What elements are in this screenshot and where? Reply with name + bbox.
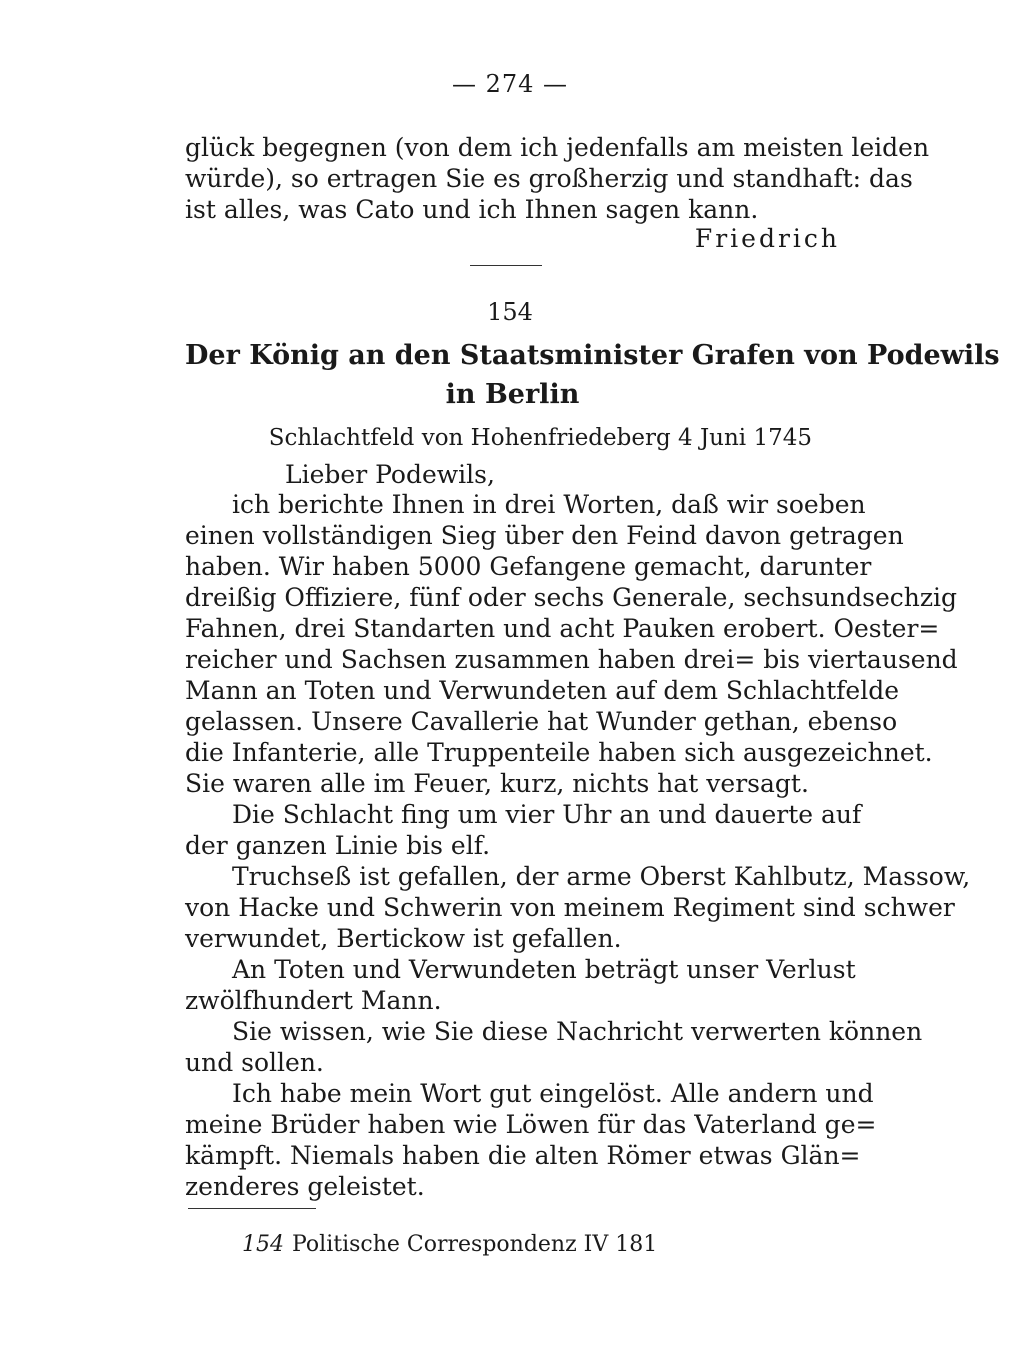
body-line: zenderes geleistet.	[185, 1172, 425, 1201]
body-line: kämpft. Niemals haben die alten Römer etwas Glän=	[185, 1141, 861, 1170]
letter-number: 154	[487, 298, 533, 326]
carryover-line: würde), so ertragen Sie es großherzig und standhaft: das	[185, 164, 913, 193]
body-line: Sie waren alle im Feuer, kurz, nichts hat versagt.	[185, 769, 809, 798]
letter-title-continued: in Berlin	[445, 379, 580, 410]
footnote-divider	[188, 1208, 316, 1209]
body-line: ich berichte Ihnen in drei Worten, daß wir soeben	[232, 490, 866, 519]
dateline: Schlachtfeld von Hohenfriedeberg 4 Juni 1745	[268, 425, 812, 451]
signature: Friedrich	[694, 224, 840, 253]
body-line: Fahnen, drei Standarten und acht Pauken erobert. Oester=	[185, 614, 940, 643]
body-line: gelassen. Unsere Cavallerie hat Wunder gethan, ebenso	[185, 707, 898, 736]
body-line: reicher und Sachsen zusammen haben drei= bis viertausend	[185, 645, 958, 674]
section-divider	[470, 265, 542, 266]
body-line: der ganzen Linie bis elf.	[185, 831, 491, 860]
body-line: Sie wissen, wie Sie diese Nachricht verwerten können	[232, 1017, 923, 1046]
letter-title: Der König an den Staatsminister Grafen von Podewils	[185, 340, 1000, 371]
body-line: haben. Wir haben 5000 Gefangene gemacht, darunter	[185, 552, 872, 581]
footnote-text: Politische Correspondenz IV 181	[292, 1232, 658, 1257]
footnote-number: 154	[242, 1232, 284, 1257]
body-line: einen vollständigen Sieg über den Feind davon getragen	[185, 521, 904, 550]
carryover-line: glück begegnen (von dem ich jedenfalls am meisten leiden	[185, 133, 930, 162]
body-line: und sollen.	[185, 1048, 324, 1077]
body-line: von Hacke und Schwerin von meinem Regiment sind schwer	[185, 893, 955, 922]
page-number: — 274 —	[451, 70, 569, 98]
body-line: Die Schlacht fing um vier Uhr an und dauerte auf	[232, 800, 862, 829]
body-line: Truchseß ist gefallen, der arme Oberst Kahlbutz, Massow,	[232, 862, 971, 891]
body-line: verwundet, Bertickow ist gefallen.	[185, 924, 622, 953]
body-line: Ich habe mein Wort gut eingelöst. Alle andern und	[232, 1079, 874, 1108]
body-line: An Toten und Verwundeten beträgt unser Verlust	[232, 955, 856, 984]
footnote	[242, 1232, 657, 1257]
body-line: dreißig Offiziere, fünf oder sechs Generale, sechsundsechzig	[185, 583, 958, 612]
salutation: Lieber Podewils,	[285, 460, 495, 489]
carryover-line: ist alles, was Cato und ich Ihnen sagen kann.	[185, 195, 759, 224]
body-line: Mann an Toten und Verwundeten auf dem Schlachtfelde	[185, 676, 900, 705]
body-line: die Infanterie, alle Truppenteile haben sich ausgezeichnet.	[185, 738, 933, 767]
body-line: meine Brüder haben wie Löwen für das Vaterland ge=	[185, 1110, 877, 1139]
body-line: zwölfhundert Mann.	[185, 986, 442, 1015]
